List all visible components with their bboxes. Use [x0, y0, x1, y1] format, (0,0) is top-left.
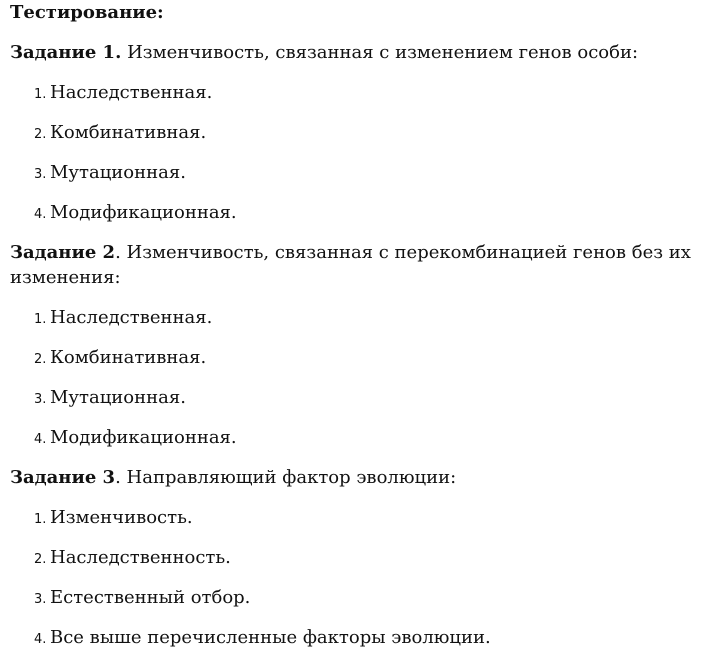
option-text: Наследственная. [50, 307, 213, 328]
task-2-option-3 [10, 385, 712, 410]
option-text: Мутационная. [50, 162, 186, 183]
option-text: Комбинативная. [50, 347, 207, 368]
option-number: 2. [34, 352, 47, 367]
task-3-text: . Направляющий фактор эволюции: [115, 467, 457, 488]
option-number: 4. [34, 207, 47, 222]
option-text: Естественный отбор. [50, 587, 251, 608]
task-1-label: Задание 1. [10, 42, 122, 63]
option-text: Все выше перечисленные факторы эволюции. [50, 627, 491, 648]
task-1-option-2 [10, 120, 712, 145]
task-2-text: . Изменчивость, связанная с перекомбинацией генов без их изменения: [10, 242, 691, 288]
task-2-options [10, 305, 712, 450]
task-1-options [10, 80, 712, 225]
option-number: 3. [34, 592, 47, 607]
task-1-option-4 [10, 200, 712, 225]
option-number: 3. [34, 392, 47, 407]
task-3-option-4 [10, 625, 712, 650]
document-heading: Тестирование: [10, 2, 164, 23]
option-number: 4. [34, 432, 47, 447]
option-text: Модификационная. [50, 427, 237, 448]
task-3-option-3 [10, 585, 712, 610]
task-3-question [10, 465, 712, 490]
option-number: 4. [34, 632, 47, 647]
task-1-text: Изменчивость, связанная с изменением генов особи: [121, 42, 639, 63]
option-text: Изменчивость. [50, 507, 193, 528]
option-number: 1. [34, 87, 47, 102]
option-number: 2. [34, 552, 47, 567]
task-1-option-3 [10, 160, 712, 185]
task-3-options [10, 505, 712, 650]
task-3-option-1 [10, 505, 712, 530]
task-2-question [10, 240, 712, 290]
option-number: 1. [34, 312, 47, 327]
task-3-label: Задание 3 [10, 467, 116, 488]
option-text: Мутационная. [50, 387, 186, 408]
option-text: Модификационная. [50, 202, 237, 223]
option-text: Наследственная. [50, 82, 213, 103]
task-3-option-2 [10, 545, 712, 570]
task-2-option-4 [10, 425, 712, 450]
option-number: 1. [34, 512, 47, 527]
task-2-option-1 [10, 305, 712, 330]
task-1-option-1 [10, 80, 712, 105]
task-2-label: Задание 2 [10, 242, 116, 263]
option-number: 3. [34, 167, 47, 182]
option-text: Комбинативная. [50, 122, 207, 143]
option-number: 2. [34, 127, 47, 142]
task-2-option-2 [10, 345, 712, 370]
option-text: Наследственность. [50, 547, 231, 568]
task-1-question [10, 40, 712, 65]
